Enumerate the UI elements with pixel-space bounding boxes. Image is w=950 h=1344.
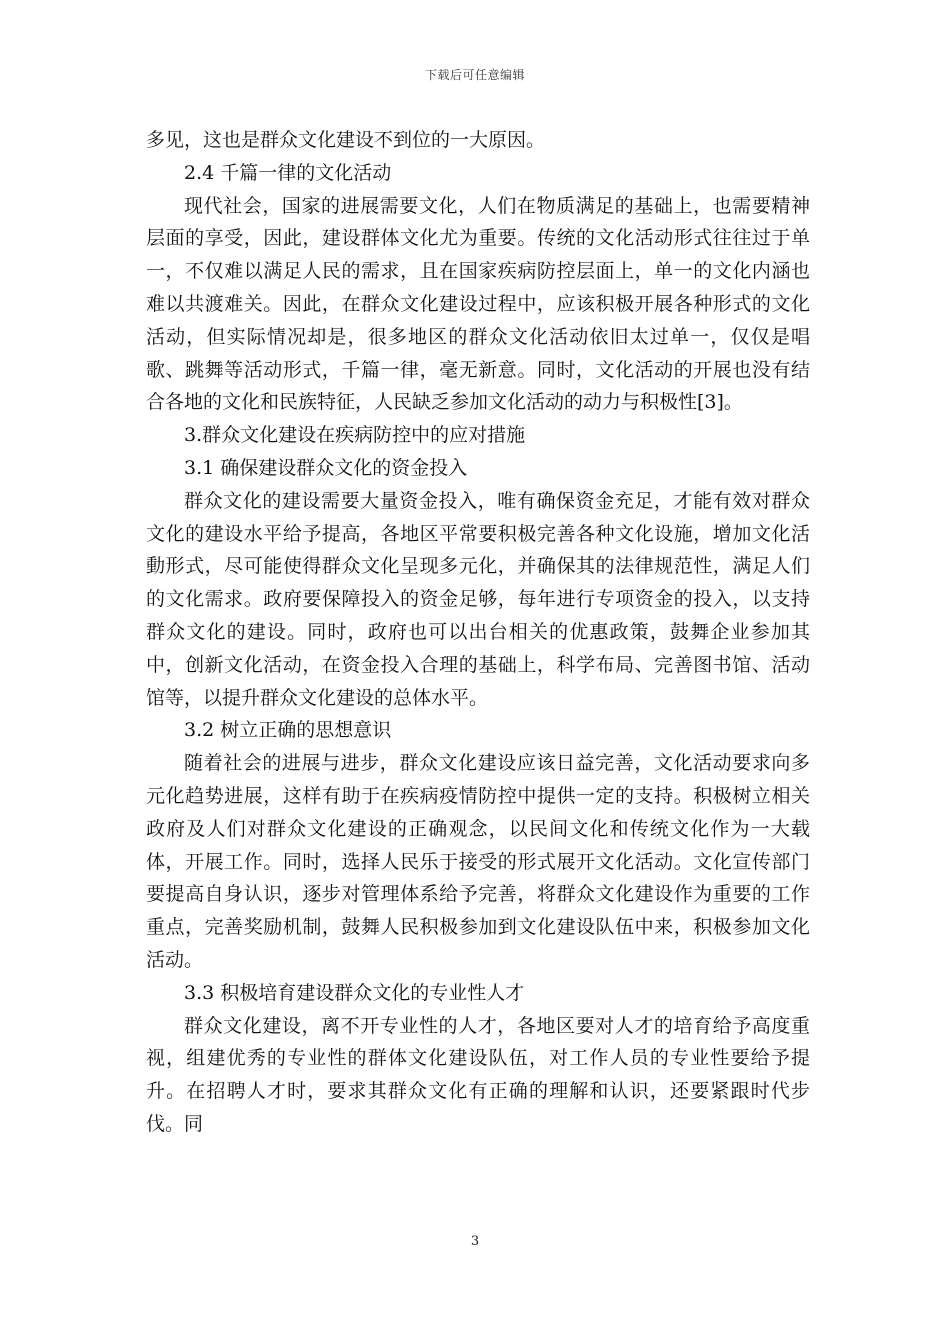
paragraph-talent: 群众文化建设，离不开专业性的人才，各地区要对人才的培育给予高度重视，组建优秀的专业性的群体文化建设队伍，对工作人员的专业性要给予提升。在招聘人才时，要求其群众文化有正确的理解和认识，还要紧跟时代步伐。同 <box>146 1014 810 1135</box>
section-heading-3: 3.群众文化建设在疾病防控中的应对措施 <box>184 424 526 447</box>
section-heading-2-4: 2.4 千篇一律的文化活动 <box>184 161 392 184</box>
page-number: 3 <box>470 1234 480 1249</box>
page-header: 下载后可任意编辑 <box>424 68 525 82</box>
section-heading-3-3: 3.3 积极培育建设群众文化的专业性人才 <box>184 981 525 1004</box>
paragraph-cultural-activities: 现代社会，国家的进展需要文化，人们在物质满足的基础上，也需要精神层面的享受，因此，建设群体文化尤为重要。传统的文化活动形式往往过于单一，不仅难以满足人民的需求，且在国家疾病防控层面上，单一的文化内涵也难以共渡难关。因此，在群众文化建设过程中，应该积极开展各种形式的文化活动，但实际情况却是，很多地区的群众文化活动依旧太过单一，仅仅是唱歌、跳舞等活动形式，千篇一律，毫无新意。同时，文化活动的开展也没有结合各地的文化和民族特征，人民缺乏参加文化活动的动力与积极性[3]。 <box>146 194 810 414</box>
document-body <box>146 124 810 1141</box>
paragraph-funding: 群众文化的建设需要大量资金投入，唯有确保资金充足，才能有效对群众文化的建设水平给予提高，各地区平常要积极完善各种文化设施，增加文化活動形式，尽可能使得群众文化呈现多元化，并确保其的法律规范性，满足人们的文化需求。政府要保障投入的资金足够，每年进行专项资金的投入，以支持群众文化的建设。同时，政府也可以出台相关的优惠政策，鼓舞企业参加其中，创新文化活动，在资金投入合理的基础上，科学布局、完善图书馆、活动馆等，以提升群众文化建设的总体水平。 <box>146 489 810 709</box>
section-heading-3-2: 3.2 树立正确的思想意识 <box>184 719 392 742</box>
paragraph-continuation: 多见，这也是群众文化建设不到位的一大原因。 <box>146 129 546 151</box>
paragraph-awareness: 随着社会的进展与进步，群众文化建设应该日益完善，文化活动要求向多元化趋势进展，这样有助于在疾病疫情防控中提供一定的支持。积极树立相关政府及人们对群众文化建设的正确观念，以民间文化和传统文化作为一大载体，开展工作。同时，选择人民乐于接受的形式展开文化活动。文化宣传部门要提高自身认识，逐步对管理体系给予完善，将群众文化建设作为重要的工作重点，完善奖励机制，鼓舞人民积极参加到文化建设队伍中来，积极参加文化活动。 <box>146 752 810 971</box>
section-heading-3-1: 3.1 确保建设群众文化的资金投入 <box>184 456 468 479</box>
